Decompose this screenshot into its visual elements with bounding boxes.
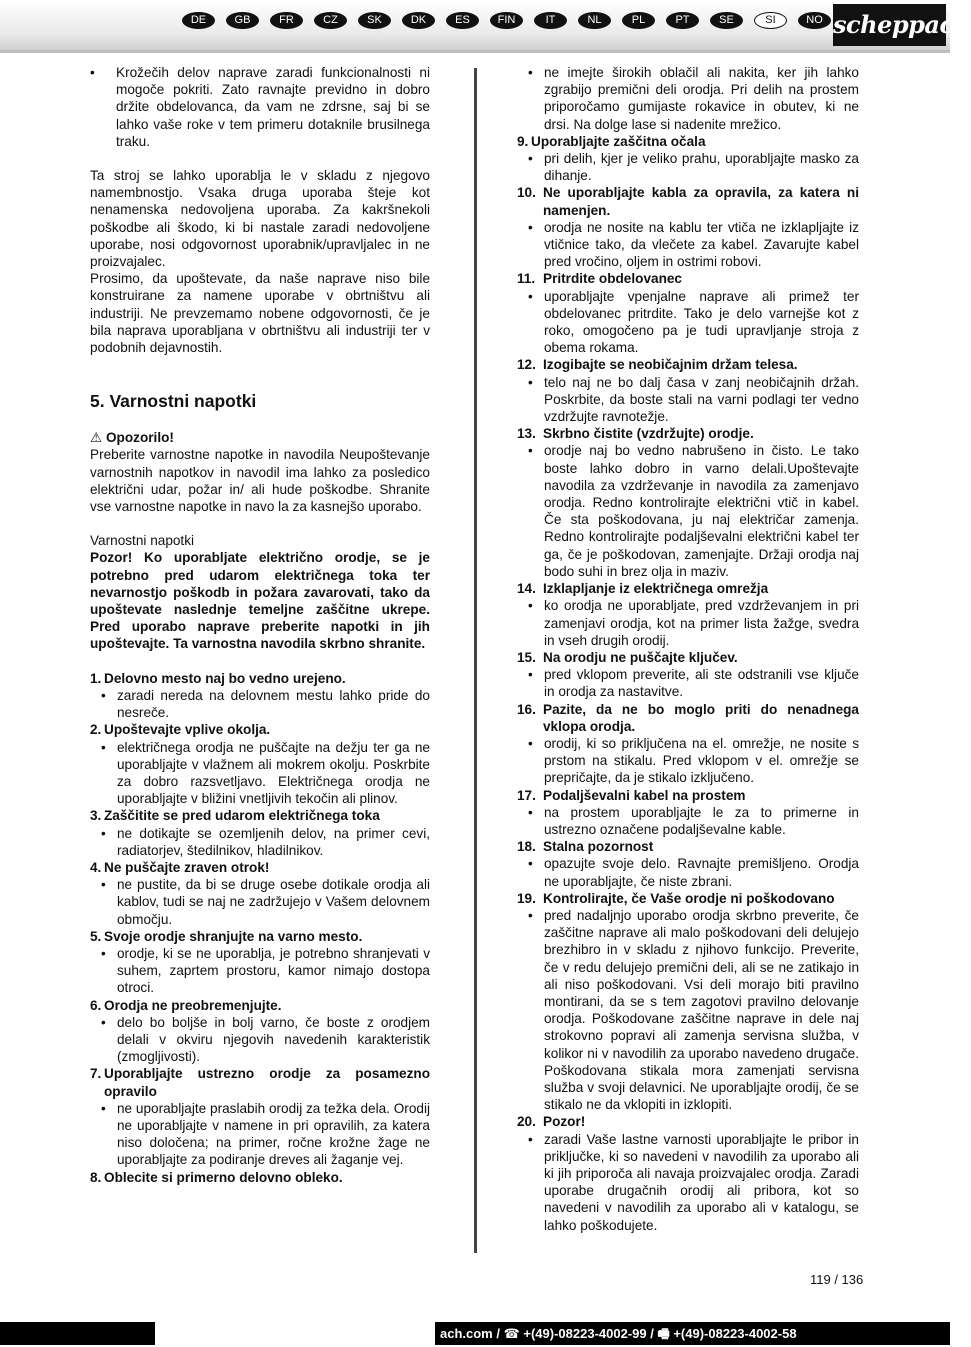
- item-bullet: • električnega orodja ne puščajte na dežju ter ga ne uporabljajte v vlažnem ali mokrem okolju. Poskrbite za dobro razsvetljavo. Električnega orodja ne uporabljajte v bližini vnetljivih tekočin ali plinov.: [90, 739, 430, 808]
- lang-tab-es[interactable]: ES: [446, 12, 479, 29]
- right-column: [517, 64, 859, 1234]
- lang-tab-de[interactable]: DE: [182, 12, 215, 29]
- item-bullet: • uporabljajte vpenjalne naprave ali primež ter obdelovanec pritrdite. Tako je delo varnejše kot z roko, omogočeno pa je tudi upravljanje stroja z obema rokama.: [517, 288, 859, 357]
- item-title: Kontrolirajte, če Vaše orodje ni poškodovano: [543, 890, 835, 906]
- footer-contact: ach.com / ☎ +(49)-08223-4002-99 / 🖷 +(49)-08223-4002-58: [440, 1326, 797, 1341]
- item-title: Pozor!: [543, 1114, 586, 1130]
- item-title: Stalna pozornost: [543, 839, 654, 855]
- item-bullet: • ne uporabljajte praslabih orodij za težka dela. Orodij ne uporabljajte v namene in pri opravilih, za katera niso določena; na primer, ročne krožne žage ne uporabljajte za podiranje dreves ali žaganje vej.: [90, 1100, 430, 1169]
- safety-item: 6. Orodja ne preobremenjujte. • delo bo boljše in bolj varno, če boste z orodjem delali v okviru njegovih navedenih karakteristik (zmogljivosti).: [90, 997, 430, 1066]
- safety-item: 19. Kontrolirajte, če Vaše orodje ni poškodovano • pred nadaljnjo uporabo orodja skrbno preverite, če zaščitne naprave ali malo poškodovani deli delujejo brezhibro in v skladu z njihovo funkcijo. Preverite, če v redu delujejo premični deli, ali se ne zatikajo in ali niso poškodovani. Vsi deli morajo biti pravilno montirani, da se s tem zagotovi pravilno delovanje orodja. Poškodovane zaščitne naprave in dele naj strokovno popravi ali zamenja servisna služba, v kolikor ni v navodilih za uporabo navedeno drugače. Poškodovana stikala mora zamenjati servisna služba v svoji delavnici. Ne uporabljajte orodij, če se stikalo ne da vklopiti in izklopiti.: [517, 890, 859, 1114]
- item-title: Izklapljanje iz električnega omrežja: [543, 581, 769, 597]
- item-bullet: • zaradi Vaše lastne varnosti uporabljajte le pribor in priključke, ki so navedeni v navodilih za uporabo ali ki jih priporoča ali navaja proizvajalec orodja. Zaradi uporabe drugačnih orodij ali pribora, kot so navedeni v navodilih za uporabo ali v katalogu, se lahko poškodujete.: [517, 1131, 859, 1234]
- item-title: Pazite, da ne bo moglo priti do nenadnega vklopa orodja.: [543, 701, 859, 734]
- lang-tab-se[interactable]: SE: [710, 12, 743, 29]
- safety-item: 7. Uporabljajte ustrezno orodje za posamezno opravilo • ne uporabljajte praslabih orodij za težka dela. Orodij ne uporabljajte v namene in pri opravilih, za katera niso določena; na primer, ročne krožne žage ne uporabljajte za podiranje dreves ali žaganje vej.: [90, 1065, 430, 1168]
- lang-tab-dk[interactable]: DK: [402, 12, 435, 29]
- item-title: Ne puščajte zraven otrok!: [104, 859, 270, 875]
- subsection-title: Varnostni napotki: [90, 533, 195, 549]
- item-title: Zaščitite se pred udarom električnega toka: [104, 808, 380, 824]
- safety-item: 4. Ne puščajte zraven otrok! • ne pustite, da bi se druge osebe dotikale orodja ali kablov, tudi se naj ne zadržujejo v Vašem delovnem območju.: [90, 859, 430, 928]
- liability-paragraph: Prosimo, da upoštevate, da naše naprave niso bile konstruirane za namene uporabe v obrtništvu ali industriji. Ne prevzemamo nobene odgovornosti, če je bila naprava uporabljana v obrtništvu ali industriji ter v podobnih dejavnostih.: [90, 271, 430, 356]
- safety-item: 8. Oblecite si primerno delovno obleko.: [90, 1169, 343, 1185]
- item-bullet: • opazujte svoje delo. Ravnajte premišljeno. Orodja ne uporabljajte, če niste zbrani.: [517, 855, 859, 889]
- usage-paragraph: Ta stroj se lahko uporablja le v skladu z njegovo namembnostjo. Vsaka druga uporaba šteje kot nenamenska nedovoljena uporaba. Za kakršnekoli poškodbe ali škodo, ki bi nastale zaradi nedovoljene uporabe, nosi odgovornost uporabnik/upravljalec in ne proizvajalec.: [90, 168, 430, 270]
- left-column: [90, 64, 430, 1186]
- lang-tab-cz[interactable]: CZ: [314, 12, 347, 29]
- item-bullet: • orodje, ki se ne uporablja, je potrebno shranjevati v suhem, zaprtem prostoru, kamor nimajo dostopa otroci.: [90, 945, 430, 997]
- item-title: Pritrdite obdelovanec: [543, 271, 682, 287]
- item-bullet: • pred nadaljnjo uporabo orodja skrbno preverite, če zaščitne naprave ali malo poškodovani deli delujejo brezhibro in v skladu z njihovo funkcijo. Preverite, če v redu delujejo premični deli, ali se ne zatikajo in ali niso poškodovani. Vsi deli morajo biti pravilno montirani, da se s tem zagotovi pravilno delovanje orodja. Poškodovane zaščitne naprave in dele naj strokovno popravi ali zamenja servisna služba, v kolikor ni v navodilih za uporabo navedeno drugače. Poškodovana stikala mora zamenjati servisna služba v svoji delavnici. Ne uporabljajte orodij, če se stikalo ne da vklopiti in izklopiti.: [517, 907, 859, 1113]
- page-number: 119 / 136: [810, 1272, 864, 1287]
- item-title: Upoštevajte vplive okolja.: [104, 722, 271, 738]
- lang-tab-sk[interactable]: SK: [358, 12, 391, 29]
- safety-item: 12. Izogibajte se neobičajnim držam telesa. • telo naj ne bo dalj časa v zanj neobičajnih držah. Poskrbite, da boste stali na varni podlagi ter vedno vzdržujte ravnotežje.: [517, 356, 859, 425]
- item-bullet: • delo bo boljše in bolj varno, če boste z orodjem delali v okviru njegovih navedenih karakteristik (zmogljivosti).: [90, 1014, 430, 1066]
- item-title: Uporabljajte zaščitna očala: [531, 133, 706, 149]
- safety-item: 16. Pazite, da ne bo moglo priti do nenadnega vklopa orodja. • orodij, ki so priključena na el. omrežje, ne nosite s prstom na stikalu. Pred vklopom v el. omrežje se prepričajte, da je stikalo izključeno.: [517, 701, 859, 787]
- language-selector: [182, 12, 831, 29]
- lang-tab-fr[interactable]: FR: [270, 12, 303, 29]
- item-bullet: • zaradi nereda na delovnem mestu lahko pride do nesreče.: [90, 687, 430, 721]
- item-bullet: • pri delih, kjer je veliko prahu, uporabljajte masko za dihanje.: [517, 150, 859, 184]
- safety-item: 18. Stalna pozornost • opazujte svoje delo. Ravnajte premišljeno. Orodja ne uporabljajte, če niste zbrani.: [517, 838, 859, 890]
- top-bar: [0, 0, 971, 53]
- intro-bullet: • Krožečih delov naprave zaradi funkcionalnosti ni mogoče pokriti. Zato ravnajte previdno in dobro držite obdelovanca, da vam ne zdrsne, saj bi se lahko vaše roke v tem primeru dotaknile brusilnega traku.: [90, 64, 430, 150]
- item-title: Ne uporabljajte kabla za opravila, za katera ni namenjen.: [543, 185, 859, 218]
- warning-heading: ⚠ Opozorilo!: [90, 430, 174, 446]
- item-bullet: • orodij, ki so priključena na el. omrežje, ne nosite s prstom na stikalu. Pred vklopom v el. omrežje se prepričajte, da je stikalo izključeno.: [517, 735, 859, 787]
- footer-bar: [0, 1322, 950, 1345]
- safety-item: 15. Na orodju ne puščajte ključev. • pred vklopom preverite, ali ste odstranili vse ključe in orodja za nastavitve.: [517, 649, 859, 701]
- lang-tab-nl[interactable]: NL: [578, 12, 611, 29]
- lang-tab-si[interactable]: SI: [754, 12, 787, 29]
- item-bullet: • ne pustite, da bi se druge osebe dotikale orodja ali kablov, tudi se naj ne zadržujejo v Vašem delovnem območju.: [90, 876, 430, 928]
- safety-item: 14. Izklapljanje iz električnega omrežja • ko orodja ne uporabljate, pred vzdrževanjem in pri zamenjavi orodja, kot na primer lista žažge, svedra in vseh drugih orodij.: [517, 580, 859, 649]
- item-title: Oblecite si primerno delovno obleko.: [104, 1169, 343, 1185]
- warning-triangle-icon: ⚠: [90, 430, 103, 446]
- item-bullet: • orodja ne nosite na kablu ter vtiča ne izklapljajte iz vtičnice tako, da vlečete za kabel. Zavarujte kabel pred vročino, oljem in ostrimi robovi.: [517, 219, 859, 271]
- safety-item: 2. Upoštevajte vplive okolja. • električnega orodja ne puščajte na dežju ter ga ne uporabljajte v vlažnem ali mokrem okolju. Poskrbite za dobro razsvetljavo. Električnega orodja ne uporabljajte v bližini vnetljivih tekočin ali plinov.: [90, 721, 430, 807]
- lang-tab-it[interactable]: IT: [534, 12, 567, 29]
- item-title: Podaljševalni kabel na prostem: [543, 787, 746, 803]
- bold-notice: Pozor! Ko uporabljate električno orodje, se je potrebno pred udarom električnega toka ter nevarnostjo poškodb in požara zavarovati, tako da upoštevate naslednje temeljne zaščitne ukrepe. Pred uporabo naprave preberite napotki in jih upoštevajte. Ta varnostna navodila skrbno shranite.: [90, 550, 430, 652]
- safety-item: 5. Svoje orodje shranjujte na varno mesto. • orodje, ki se ne uporablja, je potrebno shranjevati v suhem, zaprtem prostoru, kamor nimajo dostopa otroci.: [90, 928, 430, 997]
- intro-bullet: • ne imejte širokih oblačil ali nakita, ker jih lahko zgrabijo premični deli orodja. Pri delih na prostem priporočamo gumijaste rokavice in obutev, ki ne drsi. Na dolge lase si nadenite mrežico.: [517, 64, 859, 133]
- item-bullet: • ne dotikajte se ozemljenih delov, na primer cevi, radiatorjev, štedilnikov, hladilnikov.: [90, 825, 430, 859]
- safety-item: 1. Delovno mesto naj bo vedno urejeno. • zaradi nereda na delovnem mestu lahko pride do nesreče.: [90, 670, 430, 722]
- safety-item: 20. Pozor! • zaradi Vaše lastne varnosti uporabljajte le pribor in priključke, ki so navedeni v navodilih za uporabo ali ki jih priporoča ali navaja proizvajalec orodja. Zaradi uporabe drugačnih orodij ali pribora, kot so navedeni v navodilih za uporabo ali v katalogu, se lahko poškodujete.: [517, 1113, 859, 1233]
- lang-tab-no[interactable]: NO: [798, 12, 831, 29]
- safety-item: 10. Ne uporabljajte kabla za opravila, za katera ni namenjen. • orodja ne nosite na kablu ter vtiča ne izklapljajte iz vtičnice tako, da vlečete za kabel. Zavarujte kabel pred vročino, oljem in ostrimi robovi.: [517, 184, 859, 270]
- item-title: Na orodju ne puščajte ključev.: [543, 649, 738, 665]
- lang-tab-gb[interactable]: GB: [226, 12, 259, 29]
- item-bullet: • ko orodja ne uporabljate, pred vzdrževanjem in pri zamenjavi orodja, kot na primer lista žažge, svedra in vseh drugih orodij.: [517, 597, 859, 649]
- item-title: Svoje orodje shranjujte na varno mesto.: [104, 928, 363, 944]
- item-title: Orodja ne preobremenjujte.: [104, 997, 282, 1013]
- lang-tab-pt[interactable]: PT: [666, 12, 699, 29]
- item-title: Uporabljajte ustrezno orodje za posamezno opravilo: [104, 1066, 430, 1099]
- item-bullet: • pred vklopom preverite, ali ste odstranili vse ključe in orodja za nastavitve.: [517, 666, 859, 700]
- column-divider: [474, 68, 477, 1253]
- safety-item: 3. Zaščitite se pred udarom električnega toka • ne dotikajte se ozemljenih delov, na primer cevi, radiatorjev, štedilnikov, hladilnikov.: [90, 807, 430, 859]
- item-bullet: • orodje naj bo vedno nabrušeno in čisto. Le tako boste lahko dobro in varno delali.Upoštevajte navodila za vzdrževanje in navodila za zamenjavo orodja. Redno kontrolirajte električni vtič in kabel. Če sta poškodovana, ju naj električar zamenja. Redno kontrolirajte podaljševalni električni kabel ter ga, če je poškodovan, zamenjajte. Držaji orodja naj bodo suhi in brez olja in maziv.: [517, 442, 859, 580]
- safety-item: 13. Skrbno čistite (vzdržujte) orodje. • orodje naj bo vedno nabrušeno in čisto. Le tako boste lahko dobro in varno delali.Upoštevajte navodila za vzdrževanje in navodila za zamenjavo orodja. Redno kontrolirajte električni vtič in kabel. Če sta poškodovana, ju naj električar zamenja. Redno kontrolirajte podaljševalni električni kabel ter ga, če je poškodovan, zamenjajte. Držaji orodja naj bodo suhi in brez olja in maziv.: [517, 425, 859, 580]
- safety-item: 11. Pritrdite obdelovanec • uporabljajte vpenjalne naprave ali primež ter obdelovanec pritrdite. Tako je delo varnejše kot z roko, omogočeno pa je tudi upravljanje stroja z obema rokama.: [517, 270, 859, 356]
- lang-tab-pl[interactable]: PL: [622, 12, 655, 29]
- footer-white-block: [155, 1322, 435, 1345]
- item-title: Izogibajte se neobičajnim držam telesa.: [543, 357, 798, 373]
- warning-text: Preberite varnostne napotke in navodila Neupoštevanje varnostnih napotkov in navodil ima lahko za posledico električni udar, požar in/ ali hude poškodbe. Shranite vse varnostne napotke in navo la za kasnejšo uporabo.: [90, 447, 430, 515]
- section-heading: 5. Varnostni napotki: [90, 391, 257, 412]
- item-title: Skrbno čistite (vzdržujte) orodje.: [543, 426, 754, 442]
- item-bullet: • na prostem uporabljajte le za to primerne in ustrezno označene podaljševalne kable.: [517, 804, 859, 838]
- item-bullet: • telo naj ne bo dalj časa v zanj neobičajnih držah. Poskrbite, da boste stali na varni podlagi ter vedno vzdržujte ravnotežje.: [517, 374, 859, 426]
- item-title: Delovno mesto naj bo vedno urejeno.: [104, 670, 346, 686]
- lang-tab-fin[interactable]: FIN: [490, 12, 523, 29]
- safety-item: 9. Uporabljajte zaščitna očala • pri delih, kjer je veliko prahu, uporabljajte masko za dihanje.: [517, 133, 859, 185]
- brand-logo: scheppach: [833, 4, 946, 46]
- safety-item: 17. Podaljševalni kabel na prostem • na prostem uporabljajte le za to primerne in ustrezno označene podaljševalne kable.: [517, 787, 859, 839]
